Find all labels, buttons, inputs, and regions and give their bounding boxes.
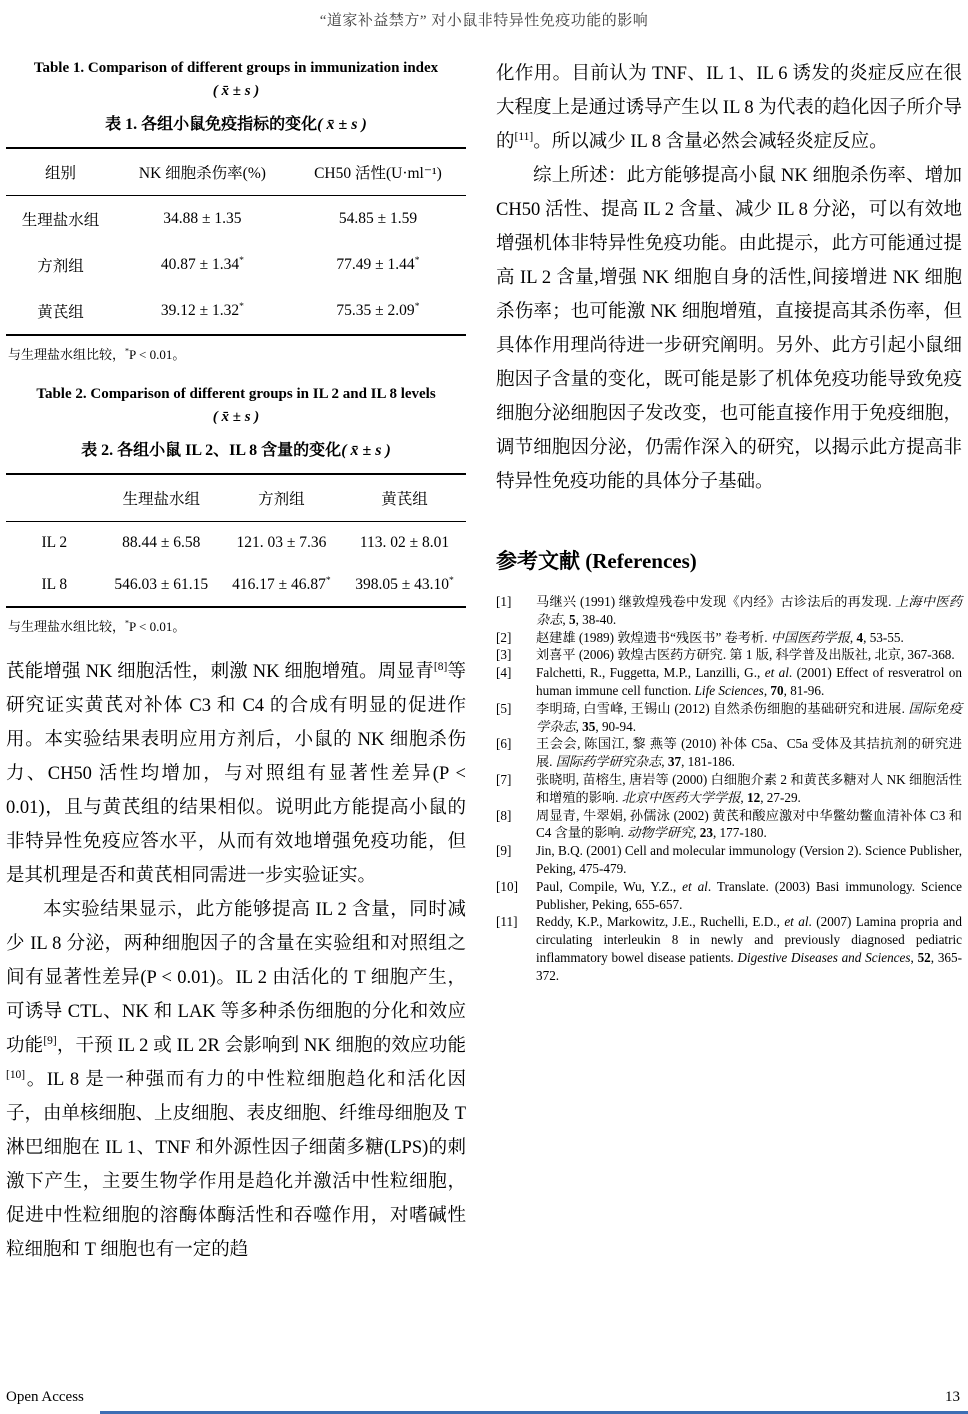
reference-item [496, 771, 962, 807]
table1-caption-zh-formula: ( x̄ ± s ) [317, 116, 367, 133]
table-cell: 75.35 ± 2.09* [336, 300, 420, 319]
reference-item [496, 646, 962, 664]
table-cell: 113. 02 ± 8.01 [359, 534, 450, 551]
references-heading: 参考文献 (References) [496, 549, 697, 573]
table2 [6, 473, 466, 608]
body-paragraph: 化作用。目前认为 TNF、IL 1、IL 6 诱发的炎症反应在很大程度上是通过诱导产生以 IL 8 为代表的趋化因子所介导的[11]。所以减少 IL 8 含量必然会减轻炎症反应。 [496, 64, 962, 152]
reference-number: [6] [496, 736, 512, 752]
table-cell: 40.87 ± 1.34* [160, 254, 244, 273]
table-row [6, 288, 466, 335]
right-column [496, 57, 962, 1267]
table1-caption-en: Table 1. Comparison of different groups in immunization index [33, 60, 439, 76]
table-cell: 54.85 ± 1.59 [338, 210, 418, 227]
reference-text: 张晓明, 苗榕生, 唐岩等 (2000) 白细胞介素 2 和黄芪多糖对人 NK 细胞活性和增殖的影响. 北京中医药大学学报, 12, 27-29. [536, 771, 962, 805]
table2-block [6, 383, 466, 635]
reference-item [496, 913, 962, 984]
reference-number: [5] [496, 700, 512, 716]
reference-item [496, 735, 962, 771]
column-header [6, 474, 103, 522]
page-title: “道家补益禁方” 对小鼠非特异性免疫功能的影响 [319, 13, 649, 29]
reference-text: 马继兴 (1991) 继敦煌残卷中发现《内经》古诊法后的再发现. 上海中医药杂志, 5, 38-40. [536, 594, 963, 627]
column-header: 组别 [6, 148, 115, 196]
table-row [6, 522, 466, 565]
reference-item [496, 878, 962, 914]
column-header: NK 细胞杀伤率(%) [115, 148, 290, 196]
table1-footnote: 与生理盐水组比较，*P < 0.01。 [8, 346, 186, 362]
table1-caption-zh: 表 1. 各组小鼠免疫指标的变化( x̄ ± s ) [105, 116, 367, 133]
reference-text: Falchetti, R., Fuggetta, M.P., Lanzilli, G., et al. (2001) Effect of resveratrol on human immune cell function. Life Sciences, 70, 81-96. [536, 665, 962, 698]
reference-item [496, 700, 962, 736]
table-cell: IL 2 [41, 534, 68, 551]
reference-text: 赵建雄 (1989) 敦煌遗书“残医书” 卷考析. 中国医药学报, 4, 53-55. [536, 629, 904, 645]
right-body-text [496, 57, 962, 499]
reference-item [496, 664, 962, 700]
reference-number: [2] [496, 629, 512, 645]
table-cell: IL 8 [41, 576, 68, 593]
body-paragraph: 芪能增强 NK 细胞活性，刺激 NK 细胞增殖。周显青[8]等研究证实黄芪对补体 C3 和 C4 的合成有明显的促进作用。本实验结果表明应用方剂后，小鼠的 NK 细胞杀伤力、CH50 活性均增加，与对照组有显著性差异(P < 0.01)，且与黄芪组的结果相似。说明此方能提高小鼠的非特异性免疫应答水平，从而有效地增强免疫功能，但是其机理是否和黄芪相同需进一步实验证实。 [6, 660, 466, 886]
table-cell: 方剂组 [37, 258, 84, 275]
reference-item [496, 629, 962, 647]
table2-caption-zh: 表 2. 各组小鼠 IL 2、IL 8 含量的变化( x̄ ± s ) [81, 442, 391, 459]
reference-number: [3] [496, 647, 512, 663]
body-paragraph: 综上所述：此方能够提高小鼠 NK 细胞杀伤率、增加 CH50 活性、提高 IL 2 含量、减少 IL 8 分泌，可以有效地增强机体非特异性免疫功能。由此提示，此方可能通过提高 IL 2 含量,增强 NK 细胞自身的活性,间接增进 NK 细胞杀伤率；也可能激 NK 细胞增殖，直接提高其杀伤率，但具体作用理尚待进一步研究阐明。另外、此方引起小鼠细胞因子含量的变化，既可能是影了机体免疫功能导致免疫细胞分泌细胞因子发改变，也可能直接作用于免疫细胞，调节细胞因分泌，仍需作深入的研究，以揭示此方提高非特异性免疫功能的具体分子基础。 [496, 166, 962, 492]
column-header: 黄芪组 [343, 474, 466, 522]
table1-header-row [6, 148, 466, 196]
table-cell: 121. 03 ± 7.36 [236, 534, 327, 551]
table1-caption-formula: ( x̄ ± s ) [212, 82, 260, 99]
table-cell: 88.44 ± 6.58 [122, 534, 201, 551]
table-cell: 34.88 ± 1.35 [163, 210, 242, 227]
column-header: 方剂组 [220, 474, 343, 522]
table2-header-row [6, 474, 466, 522]
reference-item [496, 593, 962, 629]
reference-text: Jin, B.Q. (2001) Cell and molecular immunology (Version 2). Science Publisher, Peking, 475-479. [536, 843, 962, 876]
table-cell: 416.17 ± 46.87* [232, 574, 331, 593]
table-cell: 398.05 ± 43.10* [355, 574, 454, 593]
reference-text: 周显青, 牛翠娟, 孙儒泳 (2002) 黄芪和酸应激对中华鳖幼鳖血清补体 C3 和 C4 含量的影响. 动物学研究, 23, 177-180. [536, 807, 962, 841]
table-cell: 39.12 ± 1.32* [160, 300, 244, 319]
table-cell: 黄芪组 [37, 304, 84, 321]
table-row [6, 564, 466, 607]
reference-text: Paul, Compile, Wu, Y.Z., et al. Translate. (2003) Basi immunology. Science Publisher, Peking, 655-657. [536, 878, 963, 912]
table2-footnote: 与生理盐水组比较，*P < 0.01。 [8, 618, 186, 634]
reference-text: 刘喜平 (2006) 敦煌古医药方研究. 第 1 版, 科学普及出版社, 北京, 367-368. [536, 647, 955, 663]
left-column [6, 57, 466, 1267]
left-body-text [6, 655, 466, 1267]
column-header: CH50 活性(U·ml⁻¹) [290, 148, 466, 196]
body-paragraph: 本实验结果显示，此方能够提高 IL 2 含量，同时减少 IL 8 分泌，两种细胞因子的含量在实验组和对照组之间有显著性差异(P < 0.01)。IL 2 由活化的 T 细胞产生，可诱导 CTL、NK 和 LAK 等多种杀伤细胞的分化和效应功能[9]，干预 IL 2 或 IL 2R 会影响到 NK 细胞的效应功能[10]。IL 8 是一种强而有力的中性粒细胞趋化和活化因子，由单核细胞、上皮细胞、表皮细胞、纤维母细胞及 T 淋巴细胞在 IL 1、TNF 和外源性因子细菌多糖(LPS)的刺激下产生，主要生物学作用是趋化并激活中性粒细胞，促进中性粒细胞的溶酶体酶活性和吞噬作用，对嗜碱性粒细胞和 T 细胞也有一定的趋 [6, 900, 466, 1260]
table1 [6, 147, 466, 336]
reference-number: [10] [496, 878, 518, 894]
table1-block [6, 57, 466, 363]
footer-page-number: 13 [945, 1389, 960, 1405]
table-row [6, 196, 466, 243]
table-cell: 546.03 ± 61.15 [114, 576, 209, 593]
reference-number: [1] [496, 594, 512, 609]
reference-text: 李明琦, 白雪峰, 王锡山 (2012) 自然杀伤细胞的基础研究和进展. 国际免疫学杂志, 35, 90-94. [536, 700, 963, 734]
references-list [496, 593, 962, 985]
table2-caption-en: Table 2. Comparison of different groups in IL 2 and IL 8 levels [36, 386, 436, 402]
reference-text: Reddy, K.P., Markowitz, J.E., Ruchelli, E.D., et al. (2007) Lamina propria and circulating interleukin 8 in newly and previously diagnosed pediatric inflammatory bowel disease patients. Digestive Diseases and Sciences, 52, 365-372. [536, 914, 962, 983]
reference-item [496, 807, 962, 843]
reference-number: [9] [496, 843, 512, 859]
reference-number: [8] [496, 807, 512, 823]
table2-caption-zh-formula: ( x̄ ± s ) [341, 442, 391, 459]
reference-number: [11] [496, 914, 518, 930]
reference-number: [7] [496, 771, 512, 787]
table-cell: 77.49 ± 1.44* [336, 254, 420, 273]
two-column-layout [0, 30, 968, 1267]
column-header: 生理盐水组 [103, 474, 220, 522]
reference-number: [4] [496, 665, 512, 681]
table-cell: 生理盐水组 [21, 212, 100, 229]
reference-text: 王会会, 陈国江, 黎 燕等 (2010) 补体 C5a、C5a 受体及其拮抗剂的研究进展. 国际药学研究杂志, 37, 181-186. [536, 736, 962, 770]
table2-caption-formula: ( x̄ ± s ) [212, 408, 260, 425]
table-row [6, 242, 466, 288]
footer-open-access-label: Open Access [6, 1389, 84, 1405]
reference-item [496, 842, 962, 878]
